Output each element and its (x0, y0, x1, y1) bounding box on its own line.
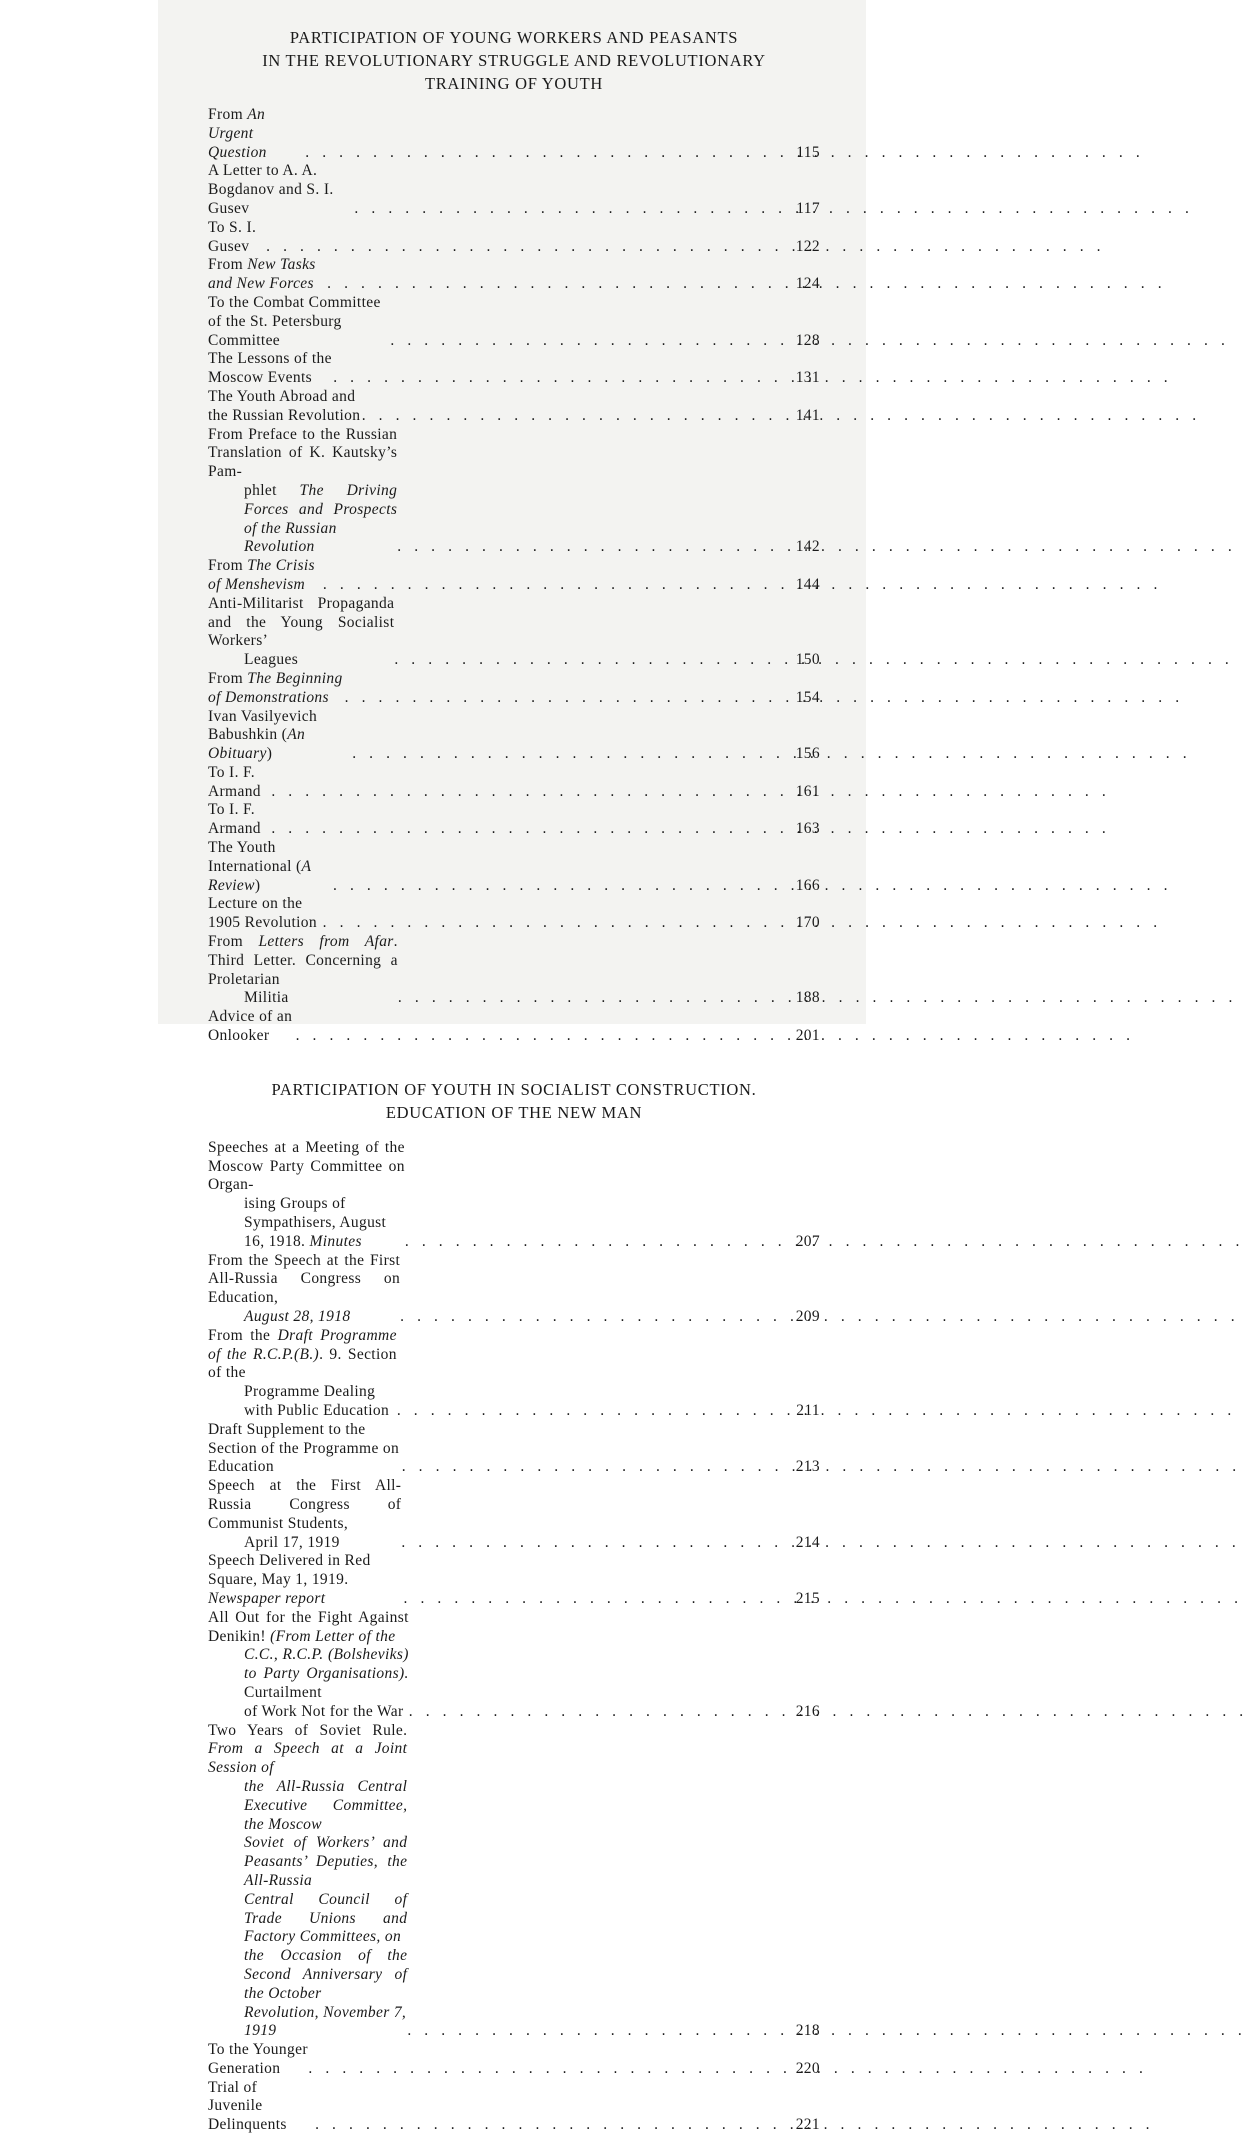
entry-title-cont: Leagues (244, 651, 299, 669)
entry-title-italic: From a Speech at a Joint Session of (208, 1740, 408, 1777)
entry-title: Trial of Juvenile Delinquents (208, 2078, 287, 2134)
toc-entry[interactable] (208, 1008, 820, 1046)
toc-entry[interactable] (208, 106, 820, 162)
page-number: 170 (795, 914, 820, 932)
toc-entry[interactable] (208, 219, 820, 257)
dot-leader (333, 877, 786, 896)
entry-title: From the (208, 1326, 278, 1344)
entry-title: From Preface to the Russian Translation of K. Kautsky’s Pam- (208, 425, 398, 481)
page-number: 163 (795, 820, 820, 838)
dot-leader (394, 651, 786, 670)
toc-entry[interactable] (208, 2041, 820, 2079)
entry-title: A Letter to A. A. Bogdanov and S. I. Gusev (208, 162, 334, 217)
toc-entry[interactable] (208, 764, 820, 802)
entry-title-italic: New Tasks and New Forces (208, 256, 316, 293)
page-number: 150 (795, 651, 820, 669)
toc-entry[interactable] (208, 1421, 820, 1477)
entry-title: From the Speech at the First All-Russia Congress on Education, (208, 1251, 401, 1307)
entry-title: Lecture on the 1905 Revolution (208, 895, 318, 932)
entry-title-cont: of Work Not for the War (244, 1702, 404, 1720)
toc-entry[interactable] (208, 162, 820, 218)
dot-leader (345, 689, 786, 708)
page-number: 209 (795, 1308, 820, 1326)
entry-title-italic: An Obituary (208, 726, 306, 763)
toc-entry[interactable] (208, 933, 820, 1008)
entry-title-italic: A Review (208, 857, 312, 894)
entry-title: To I. F. Armand (208, 801, 261, 838)
page-number: 161 (795, 782, 820, 800)
entry-title: The Lessons of the Moscow Events (208, 350, 332, 387)
dot-leader (400, 1308, 786, 1327)
entry-title: To I. F. Armand (208, 763, 261, 800)
page-number: 188 (795, 989, 820, 1007)
dot-leader (390, 332, 786, 351)
entry-title: All Out for the Fight Against Denikin! (208, 1608, 409, 1645)
entry-title-end: ) (266, 745, 273, 763)
entry-title-italic: the All-Russia Central Executive Committee, the Moscow (244, 1777, 408, 1833)
page-number: 218 (795, 2022, 820, 2040)
book-page (158, 0, 866, 2134)
entry-title: From (208, 933, 259, 951)
entry-title: Anti-Militarist Propaganda and the Young Socialist Workers’ (208, 594, 395, 650)
page-number: 211 (796, 1402, 820, 1419)
dot-leader (327, 275, 786, 294)
page-number: 144 (795, 575, 820, 593)
dot-leader (397, 538, 786, 557)
entry-title-italic: Letters from Afar (258, 933, 394, 951)
entry-title: From (208, 106, 248, 123)
dot-leader (315, 2116, 786, 2135)
entry-title: Speech Delivered in Red Square, May 1, 1919. (208, 1552, 371, 1589)
toc-entry[interactable] (208, 256, 820, 294)
entry-title-cont: Programme Dealing with Public Education (244, 1383, 390, 1419)
entry-title-italic: The Beginning of Demonstrations (208, 669, 343, 706)
page-number: 166 (795, 876, 820, 894)
dot-leader (266, 238, 786, 257)
toc-entry[interactable] (208, 708, 820, 764)
heading-line: IN THE REVOLUTIONARY STRUGGLE AND REVOLUTIONARY (262, 51, 766, 70)
entry-title: From (208, 669, 248, 687)
entry-title-italic: Draft Programme of the R.C.P.(B.) (208, 1326, 397, 1363)
dot-leader (354, 200, 786, 219)
toc-entry[interactable] (208, 839, 820, 895)
toc-list (208, 1139, 820, 2135)
dot-leader (409, 1703, 786, 1722)
page-number: 117 (796, 199, 820, 217)
dot-leader (397, 1402, 786, 1421)
page-number: 124 (795, 275, 820, 293)
entry-title: To the Combat Committee of the St. Petersburg Committee (208, 293, 381, 349)
entry-title-cont: April 17, 1919 (244, 1533, 340, 1551)
toc-entry[interactable] (208, 801, 820, 839)
dot-leader (402, 1458, 786, 1477)
heading-line: TRAINING OF YOUTH (424, 74, 604, 93)
entry-title-cont: ising Groups of Sympathisers, August 16, 1918. (244, 1195, 387, 1250)
entry-title-cont: Militia (244, 989, 289, 1007)
toc-entry[interactable] (208, 1139, 820, 1252)
entry-title-italic: Soviet of Workers’ and Peasants’ Deputies, the All-Russia (244, 1834, 408, 1889)
entry-title-cont: Curtailment (244, 1683, 322, 1701)
toc-entry[interactable] (208, 1609, 820, 1722)
page-number: 115 (796, 143, 820, 161)
page-number: 142 (795, 538, 820, 556)
entry-title-end: . 9. Section of the (208, 1345, 397, 1382)
dot-leader (352, 745, 786, 764)
page-number: 213 (795, 1458, 820, 1476)
entry-title-italic: August 28, 1918 (244, 1308, 351, 1326)
page-number: 221 (795, 2116, 820, 2134)
toc-entry[interactable] (208, 388, 820, 426)
heading-line: PARTICIPATION OF YOUTH IN SOCIALIST CONSTRUCTION. (271, 1079, 757, 1099)
entry-title-italic: An Urgent Question (208, 106, 267, 161)
page-number: 220 (795, 2059, 820, 2077)
toc-entry[interactable] (208, 670, 820, 708)
entry-title-italic: the Occasion of the Second Anniversary of the October (244, 1947, 408, 2002)
entry-title-italic: C.C., R.C.P. (Bolsheviks) to Party Organisations). (244, 1646, 409, 1683)
entry-title-italic: Minutes (309, 1232, 362, 1250)
toc-entry[interactable] (208, 1722, 820, 2042)
dot-leader (271, 783, 786, 802)
dot-leader (296, 1027, 786, 1046)
entry-title-cont: phlet (244, 481, 300, 499)
page-number: 131 (795, 369, 820, 387)
dot-leader (407, 2022, 786, 2041)
dot-leader (404, 1590, 786, 1609)
toc-entry[interactable] (208, 426, 820, 558)
entry-title: Speeches at a Meeting of the Moscow Party Committee on Organ- (208, 1138, 405, 1194)
entry-title: From (208, 557, 248, 575)
entry-title-end: ) (254, 876, 261, 894)
toc-entry[interactable] (208, 1552, 820, 1608)
entry-title: To S. I. Gusev (208, 218, 257, 255)
toc-entry[interactable] (208, 1252, 820, 1327)
dot-leader (362, 407, 786, 426)
page-number: 154 (795, 688, 820, 706)
entry-title: From (208, 256, 248, 274)
entry-title: Advice of an Onlooker (208, 1008, 293, 1045)
entry-title-italic: Central Council of Trade Unions and Factory Committees, on (244, 1890, 408, 1946)
entry-title: Two Years of Soviet Rule. (208, 1721, 408, 1739)
table-of-contents (208, 26, 820, 2135)
toc-list (208, 106, 820, 1046)
dot-leader (398, 989, 786, 1008)
dot-leader (323, 576, 786, 595)
entry-title: Draft Supplement to the Section of the Programme on Education (208, 1420, 400, 1476)
entry-title-italic: Newspaper report (208, 1589, 326, 1607)
page-number: 141 (795, 406, 820, 424)
dot-leader (333, 369, 786, 388)
page-number: 214 (795, 1533, 820, 1551)
entry-title: The Youth International ( (208, 839, 302, 875)
toc-entry[interactable] (208, 1327, 820, 1421)
page-number: 201 (795, 1027, 820, 1045)
entry-title-italic: Revolution (244, 538, 315, 556)
entry-title-italic: The Crisis of Menshevism (208, 557, 315, 593)
toc-entry[interactable] (208, 895, 820, 933)
toc-entry[interactable] (208, 1477, 820, 1552)
dot-leader (323, 914, 786, 933)
toc-entry[interactable] (208, 294, 820, 350)
dot-leader (271, 820, 786, 839)
heading-line: PARTICIPATION OF YOUNG WORKERS AND PEASANTS (289, 28, 739, 47)
entry-title-italic: (From Letter of the (270, 1627, 396, 1645)
page-number: 128 (795, 331, 820, 349)
entry-title-end: . Third Letter. Concerning a Proletarian (208, 933, 398, 988)
dot-leader (405, 1233, 786, 1252)
dot-leader (305, 144, 786, 163)
dot-leader (308, 2060, 786, 2079)
page-number: 156 (795, 745, 820, 763)
entry-title: The Youth Abroad and the Russian Revolution (208, 387, 361, 424)
toc-entry[interactable] (208, 350, 820, 388)
dot-leader (401, 1534, 786, 1553)
entry-title: Speech at the First All-Russia Congress of Communist Students, (208, 1477, 402, 1532)
entry-title-italic: The Driving Forces and Prospects of the Russian (244, 481, 398, 537)
toc-entry[interactable] (208, 595, 820, 670)
section-heading (208, 1078, 820, 1124)
entry-title: To the Younger Generation (208, 2041, 308, 2077)
toc-entry[interactable] (208, 557, 820, 595)
section-heading (208, 26, 820, 95)
entry-title: Ivan Vasilyevich Babushkin ( (208, 707, 318, 744)
page-number: 216 (795, 1702, 820, 1720)
page-number: 207 (795, 1232, 820, 1250)
page-number: 122 (795, 237, 820, 255)
page-number: 215 (795, 1589, 820, 1607)
toc-entry[interactable] (208, 2079, 820, 2135)
heading-line: EDUCATION OF THE NEW MAN (385, 1102, 643, 1122)
entry-title-italic: Revolution, November 7, 1919 (244, 2003, 407, 2040)
